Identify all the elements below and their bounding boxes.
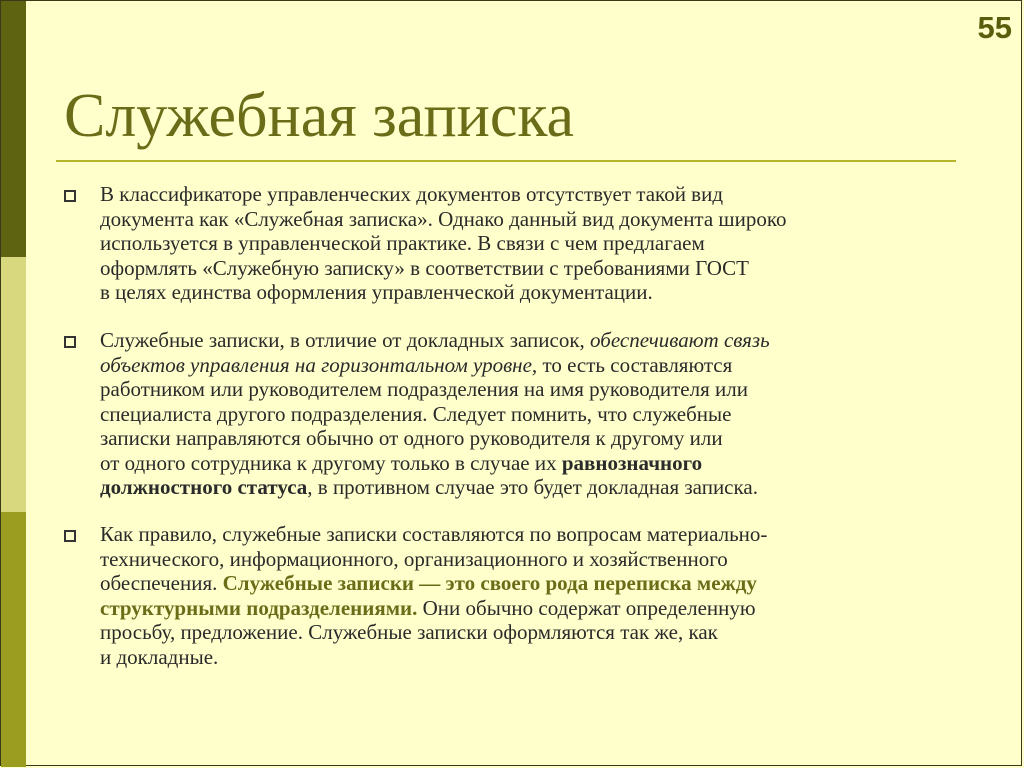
- paragraph-line: специалиста другого подразделения. Следует помнить, что служебные: [100, 401, 732, 426]
- slide-title: Служебная записка: [64, 82, 575, 150]
- paragraph-line: [100, 475, 960, 500]
- paragraph-line: Как правило, служебные записки составляются по вопросам материально-: [100, 522, 768, 546]
- bullet-icon: [64, 336, 76, 348]
- emphasis-text: обеспечивают связь: [590, 328, 770, 352]
- paragraph-line: [100, 596, 960, 621]
- bold-text: равнозначного: [561, 450, 703, 475]
- paragraph-line: записки направляются обычно от одного руководителя к другому или: [100, 426, 723, 450]
- paragraph-line: используется в управленческой практике. В связи с чем предлагаем: [100, 231, 705, 255]
- emphasis-text: объектов управления на горизонтальном уровне,: [100, 352, 538, 377]
- bullet-icon: [64, 190, 76, 202]
- paragraph-line: и докладные.: [100, 644, 219, 669]
- paragraph-line: оформлять «Служебную записку» в соответствии с требованиями ГОСТ: [100, 255, 749, 280]
- paragraph-line: просьбу, предложение. Служебные записки оформляются так же, как: [100, 620, 718, 644]
- title-divider: [56, 160, 956, 162]
- paragraph-3: [100, 522, 960, 669]
- paragraph-line: в целях единства оформления управленческой документации.: [100, 280, 653, 304]
- paragraph-line: [100, 328, 960, 353]
- highlight-text: Служебные записки — это своего рода переписка между: [222, 571, 757, 595]
- text-run: , в противном случае это будет докладная записка.: [307, 475, 758, 499]
- text-run: от одного сотрудника к другому только в случае их: [100, 450, 562, 475]
- slide-number: 55: [977, 10, 1012, 45]
- bullet-icon: [64, 530, 76, 542]
- paragraph-line: [100, 571, 960, 596]
- paragraph-line: документа как «Служебная записка». Однако данный вид документа широко: [100, 206, 787, 231]
- side-stripe-middle: [1, 257, 26, 512]
- text-run: Служебные записки, в отличие от докладных записок,: [100, 328, 591, 352]
- paragraph-line: технического, информационного, организационного и хозяйственного: [100, 546, 728, 571]
- bold-text: должностного статуса: [100, 475, 308, 499]
- paragraph-1: [100, 182, 960, 305]
- paragraph-line: работником или руководителем подразделения на имя руководителя или: [100, 377, 748, 401]
- paragraph-line: [100, 451, 960, 476]
- text-run: обеспечения.: [100, 571, 223, 595]
- text-run: Они обычно содержат определенную: [417, 595, 756, 620]
- side-stripe-bottom: [1, 512, 26, 767]
- paragraph-2: [100, 328, 960, 500]
- text-run: то есть составляются: [537, 352, 733, 377]
- highlight-text: структурными подразделениями.: [100, 595, 418, 620]
- paragraph-line: [100, 353, 960, 378]
- side-stripe-top: [1, 1, 26, 257]
- paragraph-line: В классификаторе управленческих документов отсутствует такой вид: [100, 182, 724, 206]
